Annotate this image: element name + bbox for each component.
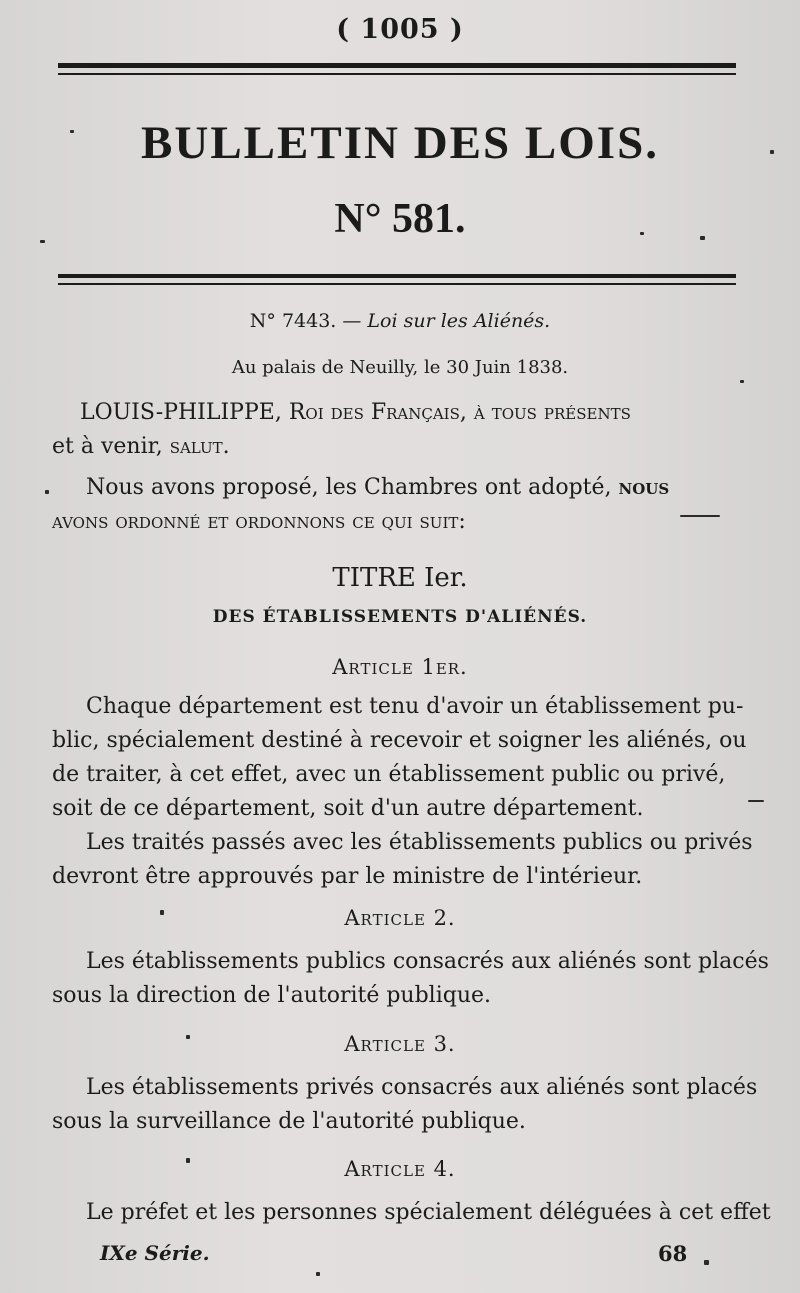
article-2-body xyxy=(52,945,769,1013)
article-1-label: Article 1er. xyxy=(332,655,468,679)
article-4-body xyxy=(52,1196,771,1230)
ink-speck xyxy=(45,490,49,494)
ink-speck xyxy=(740,380,744,383)
ink-speck xyxy=(186,1158,190,1163)
preamble-salut: salut. xyxy=(169,434,230,459)
mid-rule-thin xyxy=(58,283,736,285)
ink-speck xyxy=(316,1272,320,1276)
law-dateline: Au palais de Neuilly, le 30 Juin 1838. xyxy=(231,357,569,378)
ink-speck xyxy=(40,240,45,243)
preamble-line2: et à venir, xyxy=(52,434,170,459)
article-3-body xyxy=(52,1071,758,1139)
law-number: N° 7443. xyxy=(249,310,337,332)
mid-rule-thick xyxy=(58,274,736,278)
preamble-line1-rest: Roi des Français, à tous présents xyxy=(288,400,631,425)
article-line: sous la direction de l'autorité publique. xyxy=(52,983,492,1008)
article-line: Le préfet et les personnes spécialement déléguées à cet effet xyxy=(86,1200,771,1225)
article-line: Les traités passés avec les établissements publics ou privés xyxy=(86,830,753,855)
top-rule-thick xyxy=(58,63,736,68)
page-number: ( 1005 ) xyxy=(336,14,464,45)
article-line: sous la surveillance de l'autorité publique. xyxy=(52,1109,526,1134)
signature-number: 68 xyxy=(658,1241,688,1266)
preamble xyxy=(52,396,752,539)
ink-speck xyxy=(680,515,720,517)
article-line: Les établissements publics consacrés aux aliénés sont placés xyxy=(86,949,769,974)
bulletin-number: N° 581. xyxy=(334,196,466,242)
king-name: LOUIS-PHILIPPE, xyxy=(80,400,282,425)
preamble-line3: Nous avons proposé, les Chambres ont adopté, xyxy=(86,475,619,500)
ink-speck xyxy=(160,910,164,915)
bulletin-title: BULLETIN DES LOIS. xyxy=(141,117,659,169)
law-heading xyxy=(0,310,800,332)
titre-label: TITRE Ier. xyxy=(332,563,468,593)
ink-speck xyxy=(748,800,764,802)
article-1-body xyxy=(52,690,752,894)
article-line: blic, spécialement destiné à recevoir et soigner les aliénés, ou xyxy=(52,728,747,753)
ink-speck xyxy=(700,236,705,240)
article-4-label: Article 4. xyxy=(344,1157,456,1181)
article-3-label: Article 3. xyxy=(344,1032,456,1056)
article-line: soit de ce département, soit d'un autre département. xyxy=(52,796,644,821)
ink-speck xyxy=(770,150,774,154)
ink-speck xyxy=(640,232,644,235)
titre-heading: DES ÉTABLISSEMENTS D'ALIÉNÉS. xyxy=(212,607,588,627)
article-line: Les établissements privés consacrés aux aliénés sont placés xyxy=(86,1075,758,1100)
law-title: — Loi sur les Aliénés. xyxy=(342,310,551,332)
ink-speck xyxy=(70,130,74,133)
preamble-nous: nous xyxy=(618,474,670,500)
ink-speck xyxy=(186,1035,190,1039)
ink-speck xyxy=(704,1260,709,1265)
series-label: IXe Série. xyxy=(100,1241,210,1265)
top-rule-thin xyxy=(58,73,736,75)
article-2-label: Article 2. xyxy=(344,906,456,930)
preamble-line4: avons ordonné et ordonnons ce qui suit: xyxy=(52,509,466,534)
article-line: de traiter, à cet effet, avec un établissement public ou privé, xyxy=(52,762,726,787)
article-line: devront être approuvés par le ministre de l'intérieur. xyxy=(52,864,643,889)
article-line: Chaque département est tenu d'avoir un établissement pu- xyxy=(86,694,744,719)
